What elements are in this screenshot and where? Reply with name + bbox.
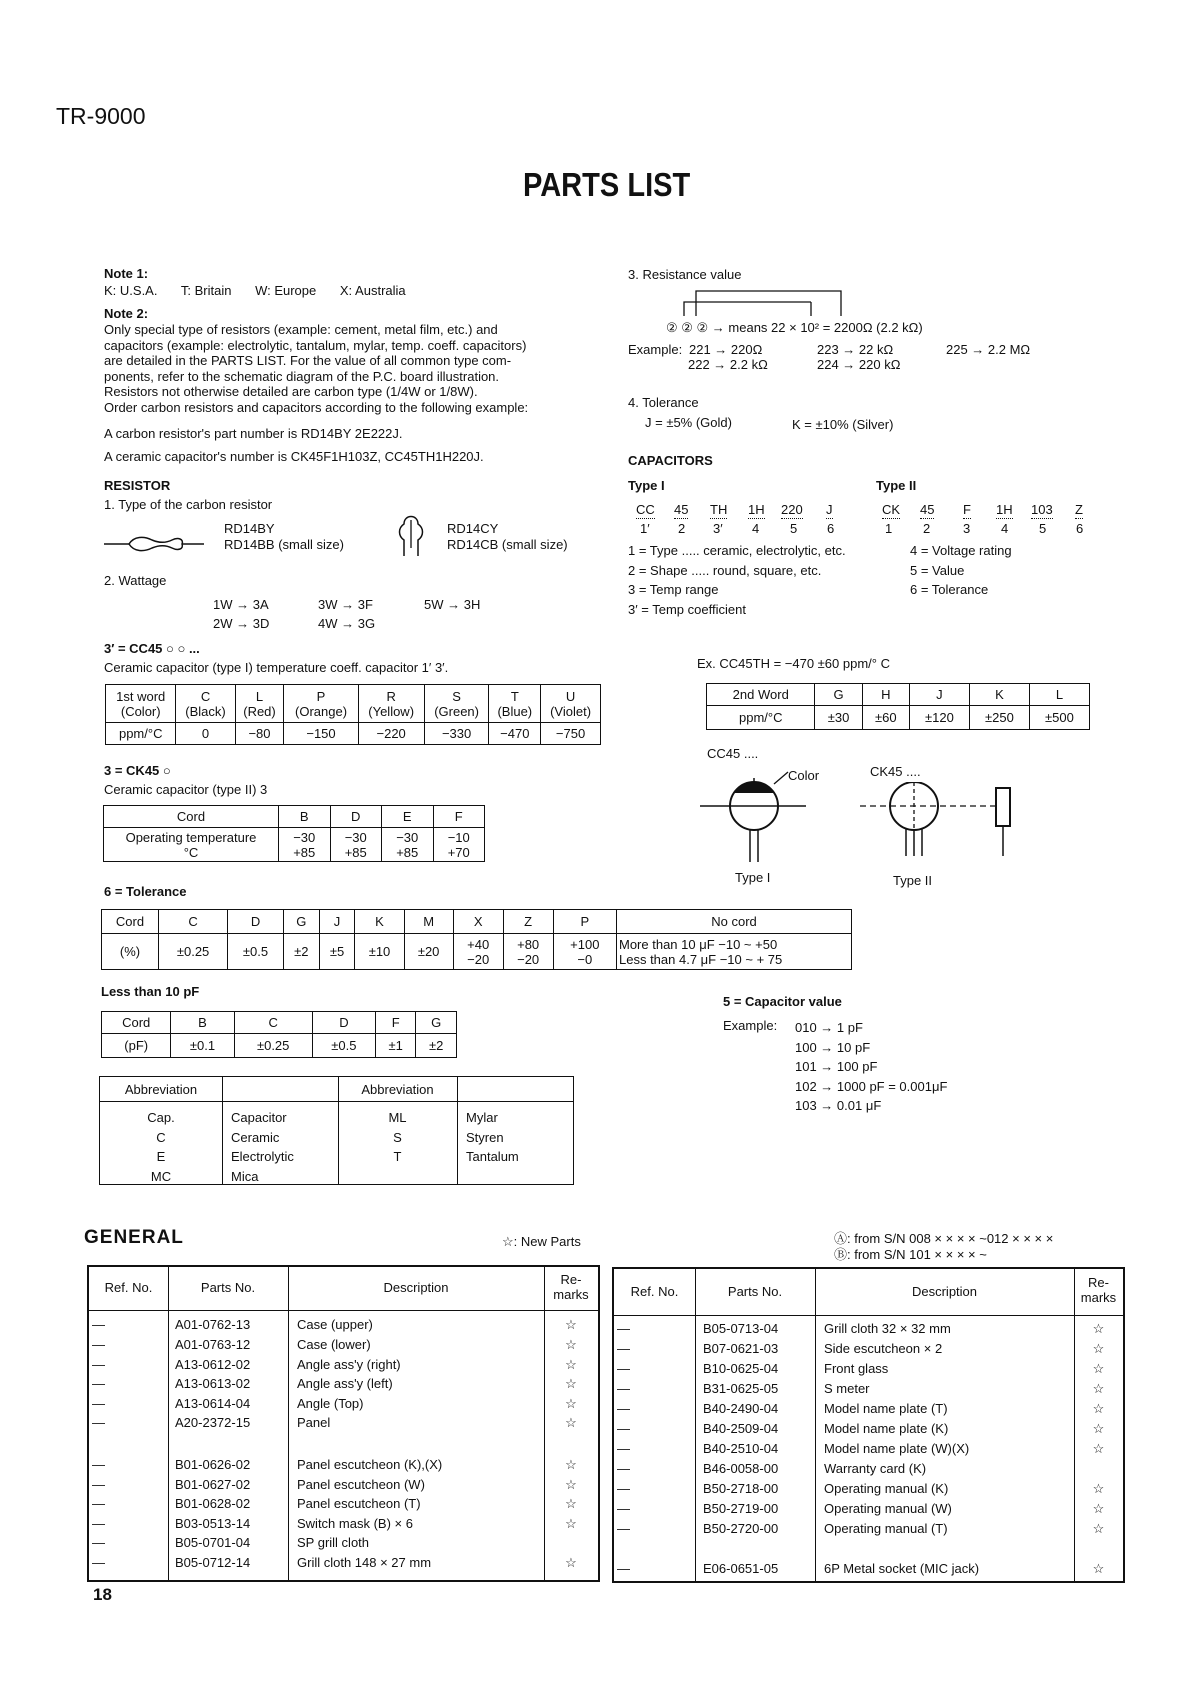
ref-no-cell: —	[617, 1321, 630, 1336]
table-cell: 0	[176, 723, 235, 745]
table-cell: L (Red)	[235, 685, 284, 723]
parts-no-cell: B40-2509-04	[703, 1421, 779, 1436]
description-cell: Angle ass'y (right)	[297, 1357, 401, 1372]
ck45-desc: Ceramic capacitor (type II) 3	[104, 782, 268, 797]
description-cell: Operating manual (T)	[824, 1521, 948, 1536]
ref-no-cell: —	[617, 1521, 630, 1536]
remarks-cell: ☆	[1092, 1441, 1105, 1456]
ref-no-cell: —	[92, 1516, 105, 1531]
table-cell: J	[319, 910, 355, 934]
table-cell: No cord	[617, 910, 852, 934]
remarks-cell: ☆	[565, 1337, 577, 1352]
description-cell: Front glass	[824, 1361, 889, 1376]
table-cell: C	[234, 1012, 312, 1034]
parts-no-cell: B31-0625-05	[703, 1381, 779, 1396]
table-cell: T (Blue)	[489, 685, 541, 723]
resistor-type-a: RD14BY RD14BB (small size)	[224, 521, 344, 552]
table-cell: H	[862, 684, 909, 706]
remarks-cell: ☆	[1092, 1341, 1105, 1356]
header-description: Description	[911, 1284, 978, 1299]
tolerance-table	[101, 909, 852, 970]
capvalue-label: Example:	[723, 1018, 778, 1033]
description-cell: Side escutcheon × 2	[824, 1341, 943, 1356]
remarks-cell: ☆	[1092, 1521, 1105, 1536]
cc45-table	[105, 684, 601, 745]
remarks-cell: ☆	[565, 1317, 577, 1332]
model-name: TR-9000	[56, 103, 146, 129]
description-cell: Panel escutcheon (T)	[297, 1496, 421, 1511]
table-cell: G	[416, 1012, 457, 1034]
parts-table-right	[612, 1267, 1125, 1583]
parts-no-cell: B01-0626-02	[175, 1457, 251, 1472]
description-cell: Grill cloth 32 × 32 mm	[824, 1321, 951, 1336]
remarks-cell: ☆	[565, 1477, 577, 1492]
wattage-5w: 5W → 3H	[424, 597, 481, 612]
description-cell: Panel escutcheon (K),(X)	[297, 1457, 443, 1472]
table-cell: (pF)	[102, 1034, 171, 1058]
description-cell: Warranty card (K)	[824, 1461, 927, 1476]
table-cell: ppm/°C	[707, 706, 815, 730]
description-cell: Panel	[297, 1415, 331, 1430]
wattage-title: 2. Wattage	[104, 573, 167, 588]
resistor-type-title: 1. Type of the carbon resistor	[104, 497, 273, 512]
ref-no-cell: —	[92, 1555, 105, 1570]
table-cell: −150	[284, 723, 358, 745]
table-cell: −30 +85	[382, 828, 434, 862]
table-cell: ±0.5	[312, 1034, 375, 1058]
table-cell: −30 +85	[330, 828, 382, 862]
capacitor-type2-diagram	[860, 782, 1020, 862]
table-cell: −750	[541, 723, 601, 745]
remarks-cell: ☆	[1092, 1561, 1105, 1576]
description-cell: Angle (Top)	[297, 1396, 364, 1411]
header-description: Description	[383, 1280, 449, 1295]
parts-no-cell: A13-0612-02	[175, 1357, 251, 1372]
description-cell: Case (upper)	[297, 1317, 373, 1332]
parts-no-cell: B50-2718-00	[703, 1481, 779, 1496]
wattage-2w: 2W → 3D	[213, 616, 270, 631]
note2-text: Only special type of resistors (example: cement, metal film, etc.) and capacitors (example: electrolytic, tantalum, mylar, temp. coeff. capacitors) are detailed in the PARTS LIST. For the value of all common type com- ponents, refer to the schematic diagram of the P.C. board illustration. Resistors not otherwise detailed are carbon type (1/4W or 1/8W). Order carbon resistors and capacitors according to the following example:	[104, 322, 529, 415]
remarks-cell: ☆	[565, 1457, 577, 1472]
remarks-cell: ☆	[1092, 1401, 1105, 1416]
resistance-example: 221 → 220Ω	[689, 342, 763, 357]
resistance-example-label: Example:	[628, 342, 683, 357]
parts-no-cell: B46-0058-00	[703, 1461, 779, 1476]
resistance-bracket-icon	[656, 286, 856, 318]
resistance-code: ② ② ② → means 22 × 10² = 2200Ω (2.2 kΩ)	[666, 320, 923, 335]
table-cell: ±120	[909, 706, 969, 730]
parts-no-cell: A13-0613-02	[175, 1376, 251, 1391]
table-cell: U (Violet)	[541, 685, 601, 723]
wattage-1w: 1W → 3A	[213, 597, 269, 612]
table-row	[102, 934, 852, 970]
remarks-cell: ☆	[565, 1357, 577, 1372]
ref-no-cell: —	[92, 1337, 105, 1352]
remarks-cell: ☆	[1092, 1361, 1105, 1376]
diagram-color-label: Color	[788, 768, 820, 783]
table-row	[102, 1012, 457, 1034]
page: TR-9000 PARTS LIST Note 1: K: U.S.A. T: Britain W: Europe X: Australia Note 2: Only special type of resistors (example: cement, metal film, etc.) and capacitors (example: electrolytic, tantalum, mylar, temp. coeff. capacitors) are detailed in the PARTS LIST. For the value of all common type com- ponents, refer to the schematic diagram of the P.C. board illustration. Resistors not otherwise detailed are carbon type (1/4W or 1/8W). Order carbon resistors and capacitors according to the following example: A carbon resistor's part number is RD14BY 2E222J. A ceramic capacitor's number is CK45F1H103Z, CC45TH1H220J. RESISTOR 1. Type of the carbon resistor RD14BY RD14BB (small size) RD14CY RD14CB (small size) 2. Wattage 1W → 3A 3W → 3F 5W → 3H 2W → 3D 4W → 3G 3′ = CC45 ○ ○ ... Ceramic capacitor (type I) temperature coeff. capacitor 1′ 3′. 1st word (Color) C (Black) L (Red) P (Orange) R (Yellow) S (Green) T (Blue) U (Violet) ppm/°C 0 −80 −150 −220 −330 −470 −750 3 = CK45 ○ Ceramic capacitor (type II) 3 Cord B D E F Operating temperature °C −30 +85 −30 +85 −30 +85 −10 +70 6 = Tolerance Cord C D G J K M X Z P No cord (%) ±0.25 ±0.5 ±2 ±5 ±10 ±20 +40 −20 +80 −20 +100 −0 More than 10 μF −10 ~ +50 Less than 4.7 μF −10 ~ + 75 Less than 10 pF Cord B C D F G (pF) ±0.1 ±0.25 ±0.5 ±1 ±2 Abbreviation Abbreviation Cap. C E MC Capacitor Ceramic Electrolytic Mica ML S T Mylar Styren Tantalum 3. Resistance value ② ② ② → means 22 × 10² = 2200Ω (2.2 kΩ) Example: 221 → 220Ω 223 → 22 kΩ 225 → 2.2 MΩ 222 → 2.2 kΩ 224 → 220 kΩ 4. Tolerance J = ±5% (Gold) K = ±10% (Silver) CAPACITORS Type I Type II CC 45 TH 1H 220 J 1′ 2 3′ 4 5 6 CK 45 F 1H 103 Z 1 2 3 4 5 6 1 = Type ..... ceramic, electrolytic, etc. 2 = Shape ..... round, square, etc. 3 = Temp range 3′ = Temp coefficient 4 = Voltage rating 5 = Value 6 = Tolerance Ex. CC45TH = −470 ±60 ppm/° C 2nd Word G H J K L ppm/°C ±30 ±60 ±120 ±250 ±500 CC45 .... Color CK45 .... Type I Type II 5 = Capacitor value Example: 010 → 1 pF 100 → 10 pF 101 → 100 pF 102 → 1000 pF = 0.001μF 103 → 0.01 μF GENERAL ☆: New Parts Ⓐ: from S/N 008 × × × × ~012 × × × × Ⓑ: from S/N 101 × × × × ~ Ref. No. Parts No. Description Re- marks — A01-0762-13 Case (upper) ☆ — A01-0763-12 Case (lower) ☆ — A13-0612-02 Angle ass'y (right) ☆ — A13-0613-02 Angle ass'y (left) ☆ — A13-0614-04 Angle (Top) ☆ — A20-2372-15 Panel ☆ — B01-0626-02 Panel escutcheon (K),(X) ☆ — B01-0627-02 Panel escutcheon (W) ☆ — B01-0628-02 Panel escutcheon (T) ☆ — B03-0513-14 Switch mask (B) × 6 ☆ — B05-0701-04 SP grill cloth — B05-0712-14 Grill cloth 148 × 27 mm ☆ Ref. No. Parts No. Description Re- marks — B05-0713-04 Grill cloth 32 × 32 mm ☆ — B07-0621-03 Side escutcheon × 2 ☆ — B10-0625-04 Front glass ☆ — B31-0625-05 S meter ☆ — B40-2490-04 Model name plate (T) ☆ — B40-2509-04 Model name plate (K) ☆ — B40-2510-04 Model name plate (W)(X) ☆ — B46-0058-00 Warranty card (K) — B50-2718-00 Operating manual (K) ☆ — B50-2719-00 Operating manual (W) ☆ — B50-2720-00 Operating manual (T) ☆ — E06-0651-05 6P Metal socket (MIC jack) ☆ 18	[0, 0, 1191, 1684]
description-cell: Model name plate (K)	[824, 1421, 949, 1436]
table-cell: P (Orange)	[284, 685, 358, 723]
ref-no-cell: —	[617, 1441, 630, 1456]
table-cell: ppm/°C	[106, 723, 176, 745]
diagram-cc45-label: CC45 ....	[707, 746, 759, 761]
table-cell: B	[279, 806, 331, 828]
parts-no-cell: B03-0513-14	[175, 1516, 251, 1531]
page-number: 18	[93, 1585, 112, 1604]
capacitor-example: A ceramic capacitor's number is CK45F1H103Z, CC45TH1H220J.	[104, 449, 484, 464]
ref-no-cell: —	[617, 1481, 630, 1496]
parts-no-cell: B01-0627-02	[175, 1477, 251, 1492]
table-cell: G	[283, 910, 319, 934]
parts-no-cell: B10-0625-04	[703, 1361, 779, 1376]
parts-no-cell: B05-0712-14	[175, 1555, 251, 1570]
table-cell: M	[404, 910, 453, 934]
table-row	[106, 723, 601, 745]
wattage-4w: 4W → 3G	[318, 616, 376, 631]
ref-no-cell: —	[617, 1341, 630, 1356]
remarks-cell: ☆	[565, 1396, 577, 1411]
table-cell: 1st word (Color)	[106, 685, 176, 723]
ref-no-cell: —	[92, 1415, 105, 1430]
table-cell: Cord	[102, 910, 159, 934]
table-cell: D	[312, 1012, 375, 1034]
ref-no-cell: —	[92, 1396, 105, 1411]
description-cell: Angle ass'y (left)	[297, 1376, 393, 1391]
header-remarks: Re- marks	[1080, 1275, 1117, 1305]
abbreviation-table	[99, 1076, 574, 1185]
table-cell: D	[330, 806, 382, 828]
note1-items: K: U.S.A. T: Britain W: Europe X: Australia	[104, 283, 406, 298]
remarks-cell: ☆	[1092, 1381, 1105, 1396]
tolerance-title: 6 = Tolerance	[104, 884, 187, 899]
table-cell: ±20	[404, 934, 453, 970]
abbrev-col4: Mylar Styren Tantalum	[466, 1110, 519, 1164]
table-cell: Cord	[102, 1012, 171, 1034]
serial-b-legend: Ⓑ: from S/N 101 × × × × ~	[834, 1247, 987, 1262]
resistor-axial-icon	[104, 534, 204, 554]
ref-no-cell: —	[92, 1357, 105, 1372]
table-cell: ±1	[375, 1034, 416, 1058]
parts-no-cell: A13-0614-04	[175, 1396, 251, 1411]
table-cell: B	[171, 1012, 234, 1034]
table-cell: −470	[489, 723, 541, 745]
serial-a-legend: Ⓐ: from S/N 008 × × × × ~012 × × × ×	[834, 1231, 1054, 1246]
remarks-cell: ☆	[565, 1516, 577, 1531]
table-cell: S (Green)	[424, 685, 489, 723]
diagram-ck45-label: CK45 ....	[870, 764, 921, 779]
table-cell: P	[553, 910, 616, 934]
ck45-title: 3 = CK45 ○	[104, 763, 171, 778]
new-parts-legend: ☆: New Parts	[502, 1234, 581, 1249]
resistance-example: 223 → 22 kΩ	[817, 342, 894, 357]
note2-title: Note 2:	[104, 306, 149, 321]
ref-no-cell: —	[92, 1496, 105, 1511]
page-title: PARTS LIST	[523, 166, 691, 203]
parts-no-cell: E06-0651-05	[703, 1561, 779, 1576]
remarks-cell: ☆	[565, 1555, 577, 1570]
parts-no-cell: A01-0763-12	[175, 1337, 251, 1352]
table-cell: ±0.1	[171, 1034, 234, 1058]
table-row	[707, 684, 1090, 706]
table-cell: C	[159, 910, 228, 934]
remarks-cell: ☆	[1092, 1321, 1105, 1336]
parts-no-cell: B01-0628-02	[175, 1496, 251, 1511]
abbrev-head: Abbreviation	[361, 1082, 434, 1097]
capacitor-type1-diagram	[700, 766, 840, 866]
ck45-table	[103, 805, 485, 862]
table-cell: ±250	[969, 706, 1029, 730]
table-row	[707, 706, 1090, 730]
description-cell: Model name plate (W)(X)	[824, 1441, 970, 1456]
description-cell: S meter	[824, 1381, 870, 1396]
header-remarks: Re- marks	[553, 1272, 589, 1302]
capvalue-title: 5 = Capacitor value	[723, 994, 842, 1009]
remarks-cell: ☆	[1092, 1421, 1105, 1436]
tolerance4-j: J = ±5% (Gold)	[645, 415, 732, 430]
wattage-3w: 3W → 3F	[318, 597, 373, 612]
description-cell: Case (lower)	[297, 1337, 371, 1352]
resistance-title: 3. Resistance value	[628, 267, 742, 282]
capacitor-legend-left: 1 = Type ..... ceramic, electrolytic, etc. 2 = Shape ..... round, square, etc. 3 = Temp range 3′ = Temp coefficient	[628, 543, 846, 617]
ref-no-cell: —	[617, 1421, 630, 1436]
table-cell: ±60	[862, 706, 909, 730]
ref-no-cell: —	[617, 1561, 630, 1576]
resistance-example: 222 → 2.2 kΩ	[688, 357, 768, 372]
abbrev-col1: Cap. C E MC	[147, 1110, 175, 1184]
table-cell: G	[815, 684, 862, 706]
parts-table-left	[87, 1265, 600, 1582]
table-cell: K	[355, 910, 404, 934]
table-cell: (%)	[102, 934, 159, 970]
remarks-cell: ☆	[565, 1496, 577, 1511]
table-cell: ±30	[815, 706, 862, 730]
table-cell: J	[909, 684, 969, 706]
ref-no-cell: —	[92, 1317, 105, 1332]
table-cell: ±0.5	[228, 934, 284, 970]
description-cell: Operating manual (K)	[824, 1481, 949, 1496]
parts-no-cell: B50-2719-00	[703, 1501, 779, 1516]
table-cell: F	[375, 1012, 416, 1034]
abbrev-head: Abbreviation	[124, 1082, 198, 1097]
parts-no-cell: B40-2490-04	[703, 1401, 779, 1416]
description-cell: Switch mask (B) × 6	[297, 1516, 413, 1531]
ref-no-cell: —	[92, 1477, 105, 1492]
ref-no-cell: —	[617, 1461, 630, 1476]
table-cell: ±2	[416, 1034, 457, 1058]
abbrev-col2: Capacitor Ceramic Electrolytic Mica	[231, 1110, 294, 1184]
table-cell: +40 −20	[453, 934, 503, 970]
table-cell: ±5	[319, 934, 355, 970]
table-row	[102, 1034, 457, 1058]
parts-no-cell: A01-0762-13	[175, 1317, 251, 1332]
resistance-example: 225 → 2.2 MΩ	[946, 342, 1031, 357]
table-cell: E	[382, 806, 434, 828]
resistor-title: RESISTOR	[104, 478, 171, 493]
cc45-title: 3′ = CC45 ○ ○ ...	[104, 641, 200, 656]
capacitors-type1: Type I	[628, 478, 665, 493]
table-cell: ±0.25	[159, 934, 228, 970]
ref-no-cell: —	[617, 1381, 630, 1396]
remarks-cell: ☆	[1092, 1501, 1105, 1516]
remarks-cell: ☆	[565, 1376, 577, 1391]
tolerance4-title: 4. Tolerance	[628, 395, 699, 410]
table-cell: ±2	[283, 934, 319, 970]
description-cell: Grill cloth 148 × 27 mm	[297, 1555, 432, 1570]
parts-no-cell: B05-0713-04	[703, 1321, 779, 1336]
abbrev-col3: ML S T	[388, 1110, 407, 1164]
table-cell: L	[1029, 684, 1089, 706]
parts-no-cell: B05-0701-04	[175, 1535, 251, 1550]
table-cell: ±0.25	[234, 1034, 312, 1058]
table-cell: −330	[424, 723, 489, 745]
table-cell: X	[453, 910, 503, 934]
parts-no-cell: B40-2510-04	[703, 1441, 779, 1456]
description-cell: Model name plate (T)	[824, 1401, 948, 1416]
cc45-desc: Ceramic capacitor (type I) temperature coeff. capacitor 1′ 3′.	[104, 660, 449, 675]
ref-no-cell: —	[617, 1361, 630, 1376]
table-cell: +100 −0	[553, 934, 616, 970]
remarks-cell: ☆	[1092, 1481, 1105, 1496]
table-cell: −220	[358, 723, 424, 745]
description-cell: SP grill cloth	[297, 1535, 370, 1550]
table-cell: Cord	[104, 806, 279, 828]
header-parts-no: Parts No.	[727, 1284, 783, 1299]
table-cell: +80 −20	[503, 934, 553, 970]
cc45th-table	[706, 683, 1090, 730]
table-cell: ±10	[355, 934, 404, 970]
table-cell: Z	[503, 910, 553, 934]
ref-no-cell: —	[92, 1376, 105, 1391]
tolerance4-k: K = ±10% (Silver)	[792, 417, 894, 432]
table-cell: C (Black)	[176, 685, 235, 723]
ref-no-cell: —	[92, 1535, 105, 1550]
table-row	[104, 828, 485, 862]
ref-no-cell: —	[617, 1501, 630, 1516]
table-cell: Operating temperature °C	[104, 828, 279, 862]
remarks-cell: ☆	[565, 1415, 577, 1430]
description-cell: Operating manual (W)	[824, 1501, 952, 1516]
resistor-radial-icon	[396, 510, 426, 560]
resistor-type-b: RD14CY RD14CB (small size)	[447, 521, 568, 552]
note1-title: Note 1:	[104, 266, 149, 281]
table-cell: F	[433, 806, 485, 828]
diagram-type1-label: Type I	[735, 870, 771, 885]
resistance-example: 224 → 220 kΩ	[817, 357, 901, 372]
table-row	[102, 910, 852, 934]
capvalue-examples: 010 → 1 pF 100 → 10 pF 101 → 100 pF 102 → 1000 pF = 0.001μF 103 → 0.01 μF	[795, 1020, 948, 1113]
table-row	[106, 685, 601, 723]
parts-no-cell: B50-2720-00	[703, 1521, 779, 1536]
diagram-type2-label: Type II	[893, 873, 933, 888]
parts-no-cell: A20-2372-15	[175, 1415, 251, 1430]
table-cell: ±500	[1029, 706, 1089, 730]
header-parts-no: Parts No.	[200, 1280, 256, 1295]
header-ref-no: Ref. No.	[630, 1284, 679, 1299]
table-cell: R (Yellow)	[358, 685, 424, 723]
ref-no-cell: —	[617, 1401, 630, 1416]
ref-no-cell: —	[92, 1457, 105, 1472]
less10-title: Less than 10 pF	[101, 984, 200, 999]
table-cell: K	[969, 684, 1029, 706]
table-cell: −30 +85	[279, 828, 331, 862]
capacitors-type2: Type II	[876, 478, 917, 493]
description-cell: 6P Metal socket (MIC jack)	[824, 1561, 980, 1576]
table-cell: More than 10 μF −10 ~ +50 Less than 4.7 μF −10 ~ + 75	[617, 934, 852, 970]
parts-no-cell: B07-0621-03	[703, 1341, 779, 1356]
table-row	[104, 806, 485, 828]
table-cell: D	[228, 910, 284, 934]
table-cell: −80	[235, 723, 284, 745]
capacitor-legend-right: 4 = Voltage rating 5 = Value 6 = Tolerance	[910, 543, 1012, 597]
description-cell: Panel escutcheon (W)	[297, 1477, 425, 1492]
capacitors-title: CAPACITORS	[628, 453, 713, 468]
resistor-example: A carbon resistor's part number is RD14BY 2E222J.	[104, 426, 403, 441]
table-cell: −10 +70	[433, 828, 485, 862]
cc45th-example: Ex. CC45TH = −470 ±60 ppm/° C	[697, 656, 890, 671]
header-ref-no: Ref. No.	[104, 1280, 153, 1295]
general-title: GENERAL	[84, 1227, 184, 1248]
less10-table	[101, 1011, 457, 1058]
table-cell: 2nd Word	[707, 684, 815, 706]
